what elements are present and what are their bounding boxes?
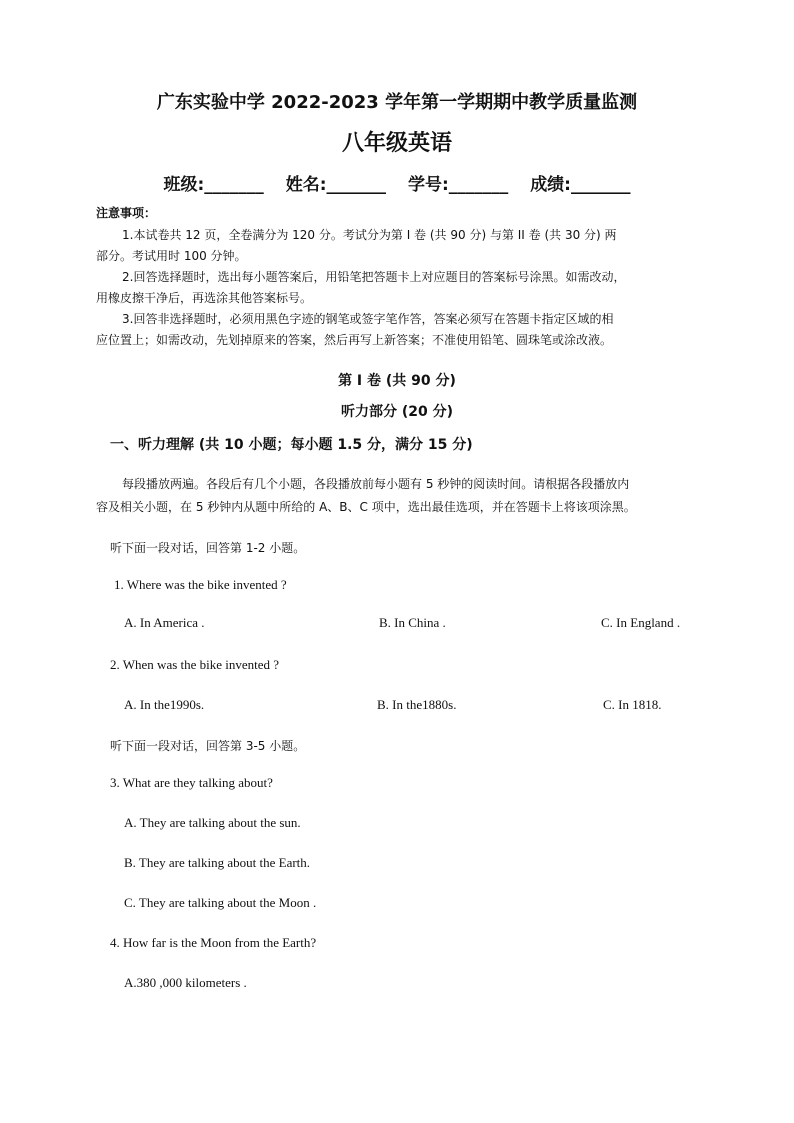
class-field[interactable]: 班级:_______ bbox=[163, 175, 264, 195]
question-4: 4. How far is the Moon from the Earth? bbox=[110, 935, 317, 950]
question-2: 2. When was the bike invented ? bbox=[110, 657, 280, 672]
listening-heading: 听力部分 (20 分) bbox=[340, 404, 454, 420]
q1-option-c[interactable]: C. In England . bbox=[601, 615, 681, 630]
question-3: 3. What are they talking about? bbox=[110, 775, 273, 790]
notes-line-2: 部分。考试用时 100 分钟。 bbox=[96, 249, 247, 263]
part-one-heading: 第 I 卷 (共 90 分) bbox=[338, 373, 456, 389]
q2-option-c[interactable]: C. In 1818. bbox=[603, 697, 662, 712]
section-heading: 一、听力理解 (共 10 小题；每小题 1.5 分，满分 15 分) bbox=[110, 437, 473, 453]
q1-option-b[interactable]: B. In China . bbox=[379, 615, 446, 630]
dialog-intro-2: 听下面一段对话，回答第 3-5 小题。 bbox=[110, 739, 306, 753]
notes-line-4: 用橡皮擦干净后，再选涂其他答案标号。 bbox=[96, 291, 313, 305]
notes-line-1: 1.本试卷共 12 页，全卷满分为 120 分。考试分为第 I 卷 (共 90 分) 与第 II 卷 (共 30 分) 两 bbox=[122, 228, 617, 242]
q3-option-c[interactable]: C. They are talking about the Moon . bbox=[124, 895, 317, 910]
student-info-fields bbox=[0, 170, 794, 195]
exam-subtitle: 八年级英语 bbox=[341, 131, 452, 156]
notes-line-6: 应位置上；如需改动，先划掉原来的答案，然后再写上新答案；不准使用铅笔、圆珠笔或涂改液。 bbox=[96, 333, 613, 347]
instructions-line-2: 容及相关小题，在 5 秒钟内从题中所给的 A、B、C 项中，选出最佳选项，并在答题卡上将该项涂黑。 bbox=[96, 500, 636, 514]
question-1: 1. Where was the bike invented ? bbox=[114, 577, 287, 592]
dialog-intro-1: 听下面一段对话，回答第 1-2 小题。 bbox=[110, 541, 306, 555]
q3-option-b[interactable]: B. They are talking about the Earth. bbox=[124, 855, 311, 870]
q1-option-a[interactable]: A. In America . bbox=[124, 615, 205, 630]
notes-heading: 注意事项： bbox=[96, 206, 157, 220]
student-id-field[interactable]: 学号:_______ bbox=[407, 175, 509, 195]
q4-option-a[interactable]: A.380 ,000 kilometers . bbox=[124, 975, 247, 990]
exam-title: 广东实验中学 2022-2023 学年第一学期期中教学质量监测 bbox=[156, 92, 638, 113]
notes-line-5: 3.回答非选择题时，必须用黑色字迹的钢笔或签字笔作答，答案必须写在答题卡指定区域的相 bbox=[122, 312, 614, 326]
notes-line-3: 2.回答选择题时，选出每小题答案后，用铅笔把答题卡上对应题目的答案标号涂黑。如需改动， bbox=[122, 270, 626, 284]
q2-option-b[interactable]: B. In the1880s. bbox=[377, 697, 457, 712]
name-field[interactable]: 姓名:_______ bbox=[285, 175, 387, 195]
instructions-line-1: 每段播放两遍。各段后有几个小题，各段播放前每小题有 5 秒钟的阅读时间。请根据各段播放内 bbox=[122, 477, 630, 491]
q2-option-a[interactable]: A. In the1990s. bbox=[124, 697, 205, 712]
q3-option-a[interactable]: A. They are talking about the sun. bbox=[124, 815, 301, 830]
score-field[interactable]: 成绩:_______ bbox=[530, 175, 631, 195]
